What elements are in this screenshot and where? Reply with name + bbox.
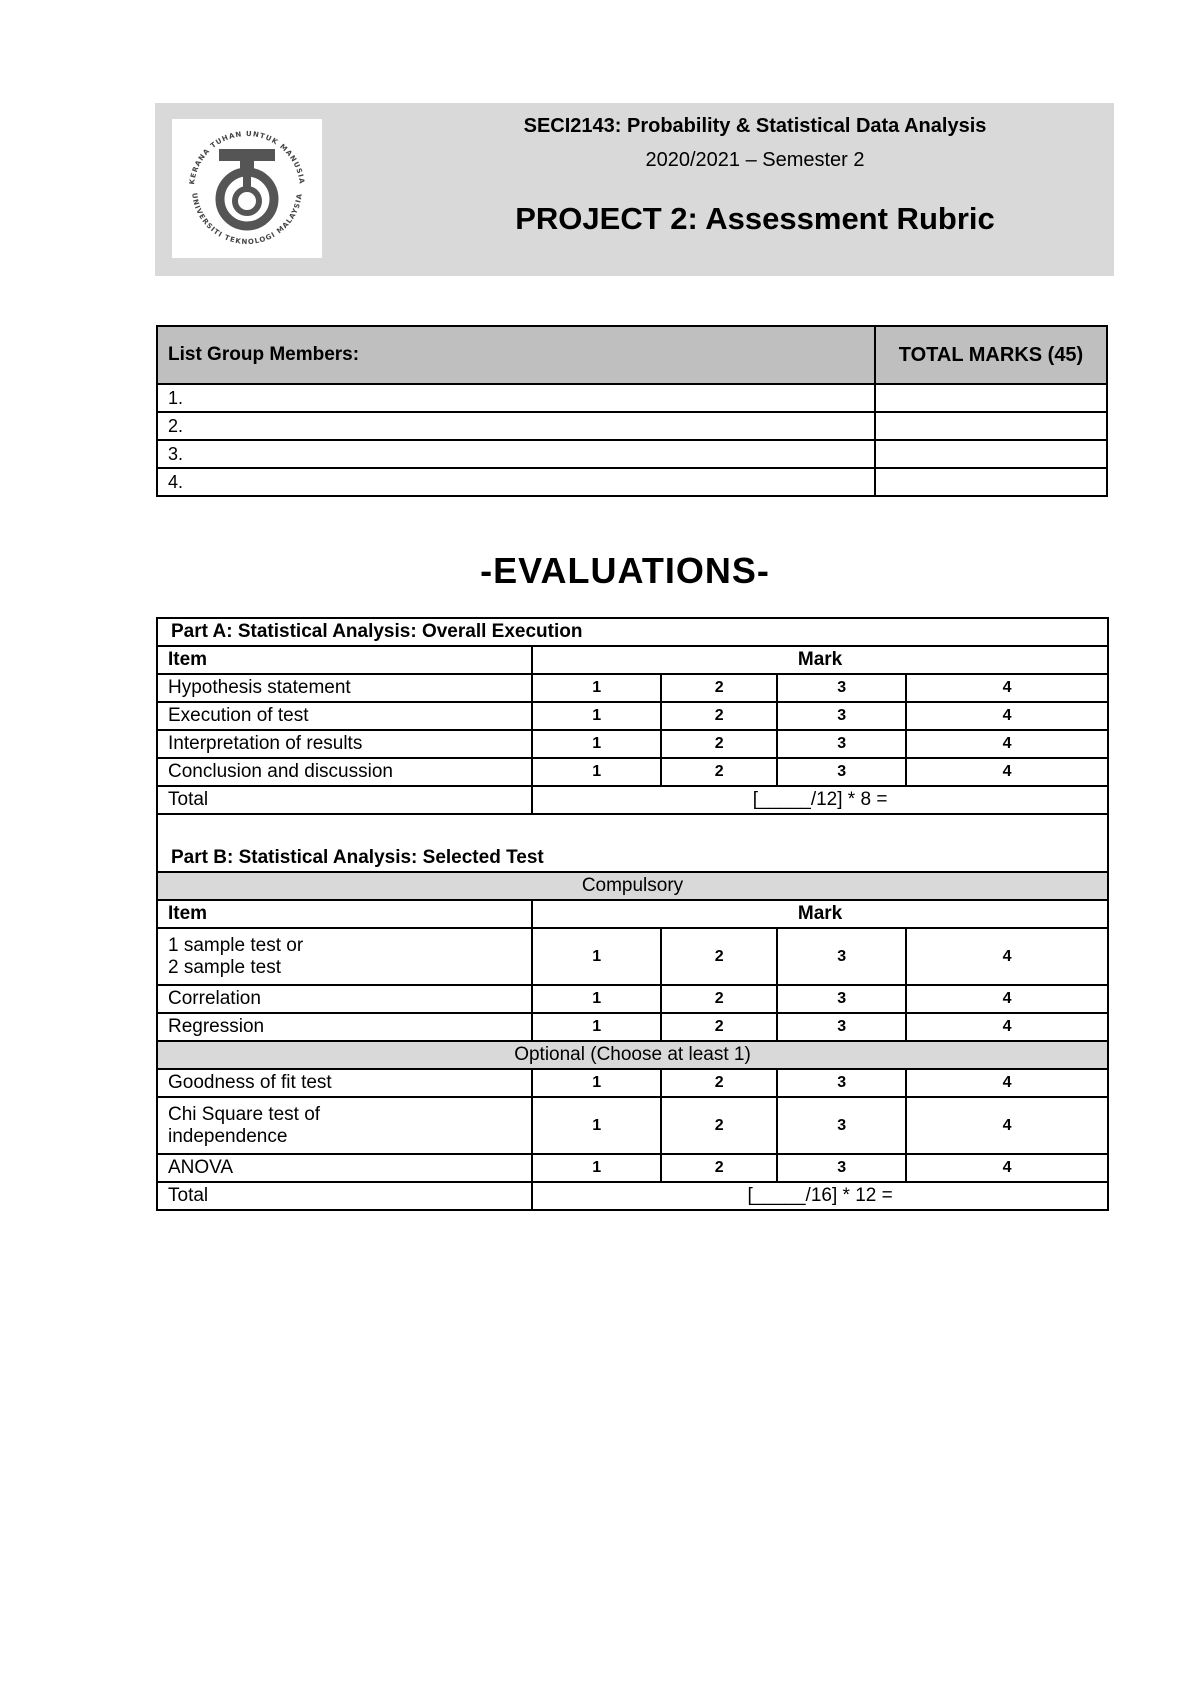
- rubric-row: [157, 928, 1108, 985]
- member-mark-cell[interactable]: [875, 412, 1107, 440]
- part-b-total-formula[interactable]: [_____/16] * 12 =: [532, 1182, 1108, 1210]
- mark-option-2[interactable]: 2: [661, 730, 777, 758]
- item-header: Item: [157, 646, 532, 674]
- mark-option-1[interactable]: 1: [532, 730, 661, 758]
- mark-option-4[interactable]: 4: [906, 1154, 1108, 1182]
- mark-option-2[interactable]: 2: [661, 702, 777, 730]
- utm-seal-icon: [172, 119, 322, 258]
- members-heading: List Group Members:: [157, 326, 875, 384]
- mark-option-2[interactable]: 2: [661, 985, 777, 1013]
- semester-label: 2020/2021 – Semester 2: [645, 149, 865, 171]
- mark-header: Mark: [532, 646, 1108, 674]
- mark-option-3[interactable]: 3: [777, 730, 906, 758]
- member-number[interactable]: 1.: [157, 384, 875, 412]
- mark-option-3[interactable]: 3: [777, 674, 906, 702]
- compulsory-label: Compulsory: [157, 872, 1108, 900]
- rubric-item-line: 2 sample test: [168, 956, 281, 978]
- member-mark-cell[interactable]: [875, 384, 1107, 412]
- mark-option-2[interactable]: 2: [661, 1154, 777, 1182]
- mark-option-3[interactable]: 3: [777, 985, 906, 1013]
- total-label: Total: [157, 1182, 532, 1210]
- part-a-total-row: [157, 786, 1108, 814]
- mark-option-3[interactable]: 3: [777, 1013, 906, 1041]
- rubric-item: ANOVA: [157, 1154, 532, 1182]
- member-mark-cell[interactable]: [875, 440, 1107, 468]
- mark-option-2[interactable]: 2: [661, 928, 777, 985]
- rubric-item-line: Chi Square test of: [168, 1103, 321, 1125]
- mark-option-4[interactable]: 4: [906, 1013, 1108, 1041]
- part-b-total-row: [157, 1182, 1108, 1210]
- member-number[interactable]: 2.: [157, 412, 875, 440]
- mark-option-4[interactable]: 4: [906, 702, 1108, 730]
- mark-option-1[interactable]: 1: [532, 985, 661, 1013]
- rubric-row: [157, 674, 1108, 702]
- rubric-row: [157, 702, 1108, 730]
- member-number[interactable]: 4.: [157, 468, 875, 496]
- mark-option-4[interactable]: 4: [906, 1097, 1108, 1154]
- mark-option-2[interactable]: 2: [661, 758, 777, 786]
- mark-option-3[interactable]: 3: [777, 1097, 906, 1154]
- mark-option-2[interactable]: 2: [661, 1069, 777, 1097]
- evaluation-table: [156, 617, 1109, 1211]
- group-members-table: [156, 325, 1108, 497]
- mark-option-1[interactable]: 1: [532, 674, 661, 702]
- svg-text:KERANA TUHAN UNTUK MANUSIA: KERANA TUHAN UNTUK MANUSIA: [188, 129, 306, 186]
- rubric-item: [157, 928, 532, 985]
- mark-option-1[interactable]: 1: [532, 1154, 661, 1182]
- optional-label: Optional (Choose at least 1): [157, 1041, 1108, 1069]
- mark-option-3[interactable]: 3: [777, 1154, 906, 1182]
- member-row: [157, 384, 1107, 412]
- mark-option-1[interactable]: 1: [532, 928, 661, 985]
- rubric-row: [157, 1013, 1108, 1041]
- member-row: [157, 440, 1107, 468]
- mark-option-1[interactable]: 1: [532, 1013, 661, 1041]
- mark-option-2[interactable]: 2: [661, 1097, 777, 1154]
- members-header-row: [157, 326, 1107, 384]
- mark-option-3[interactable]: 3: [777, 702, 906, 730]
- mark-header: Mark: [532, 900, 1108, 928]
- rubric-item: Correlation: [157, 985, 532, 1013]
- rubric-item: Conclusion and discussion: [157, 758, 532, 786]
- part-a-title-row: [157, 618, 1108, 646]
- part-b-title-row: [157, 814, 1108, 872]
- compulsory-band-row: [157, 872, 1108, 900]
- mark-option-4[interactable]: 4: [906, 1069, 1108, 1097]
- svg-text:UNIVERSITI TEKNOLOGI MALAYSIA: UNIVERSITI TEKNOLOGI MALAYSIA: [190, 192, 304, 247]
- rubric-item-line: 1 sample test or: [168, 934, 304, 956]
- rubric-row: [157, 1069, 1108, 1097]
- mark-option-3[interactable]: 3: [777, 758, 906, 786]
- rubric-item: [157, 1097, 532, 1154]
- mark-option-1[interactable]: 1: [532, 1097, 661, 1154]
- member-row: [157, 468, 1107, 496]
- total-marks-heading: TOTAL MARKS (45): [875, 326, 1107, 384]
- part-a-title: Part A: Statistical Analysis: Overall Execution: [157, 618, 1108, 646]
- rubric-row: [157, 1154, 1108, 1182]
- item-header: Item: [157, 900, 532, 928]
- member-number[interactable]: 3.: [157, 440, 875, 468]
- rubric-row: [157, 1097, 1108, 1154]
- rubric-item: Goodness of fit test: [157, 1069, 532, 1097]
- rubric-item: Regression: [157, 1013, 532, 1041]
- part-a-header-row: [157, 646, 1108, 674]
- part-b-header-row: [157, 900, 1108, 928]
- mark-option-4[interactable]: 4: [906, 758, 1108, 786]
- mark-option-1[interactable]: 1: [532, 758, 661, 786]
- mark-option-1[interactable]: 1: [532, 702, 661, 730]
- rubric-item: Interpretation of results: [157, 730, 532, 758]
- header-band: [155, 103, 1114, 276]
- mark-option-2[interactable]: 2: [661, 674, 777, 702]
- mark-option-1[interactable]: 1: [532, 1069, 661, 1097]
- rubric-item: Hypothesis statement: [157, 674, 532, 702]
- mark-option-4[interactable]: 4: [906, 674, 1108, 702]
- mark-option-4[interactable]: 4: [906, 928, 1108, 985]
- mark-option-3[interactable]: 3: [777, 928, 906, 985]
- project-title: PROJECT 2: Assessment Rubric: [515, 201, 995, 236]
- course-title: SECI2143: Probability & Statistical Data Analysis: [523, 115, 987, 137]
- mark-option-2[interactable]: 2: [661, 1013, 777, 1041]
- part-b-title: Part B: Statistical Analysis: Selected Test: [157, 814, 1108, 872]
- rubric-row: [157, 730, 1108, 758]
- member-mark-cell[interactable]: [875, 468, 1107, 496]
- rubric-item: Execution of test: [157, 702, 532, 730]
- total-label: Total: [157, 786, 532, 814]
- evaluations-heading: -EVALUATIONS-: [480, 550, 770, 591]
- part-a-total-formula[interactable]: [_____/12] * 8 =: [532, 786, 1108, 814]
- mark-option-4[interactable]: 4: [906, 985, 1108, 1013]
- rubric-row: [157, 758, 1108, 786]
- mark-option-4[interactable]: 4: [906, 730, 1108, 758]
- optional-band-row: [157, 1041, 1108, 1069]
- rubric-row: [157, 985, 1108, 1013]
- member-row: [157, 412, 1107, 440]
- mark-option-3[interactable]: 3: [777, 1069, 906, 1097]
- university-logo: [172, 119, 322, 258]
- rubric-item-line: independence: [168, 1125, 288, 1147]
